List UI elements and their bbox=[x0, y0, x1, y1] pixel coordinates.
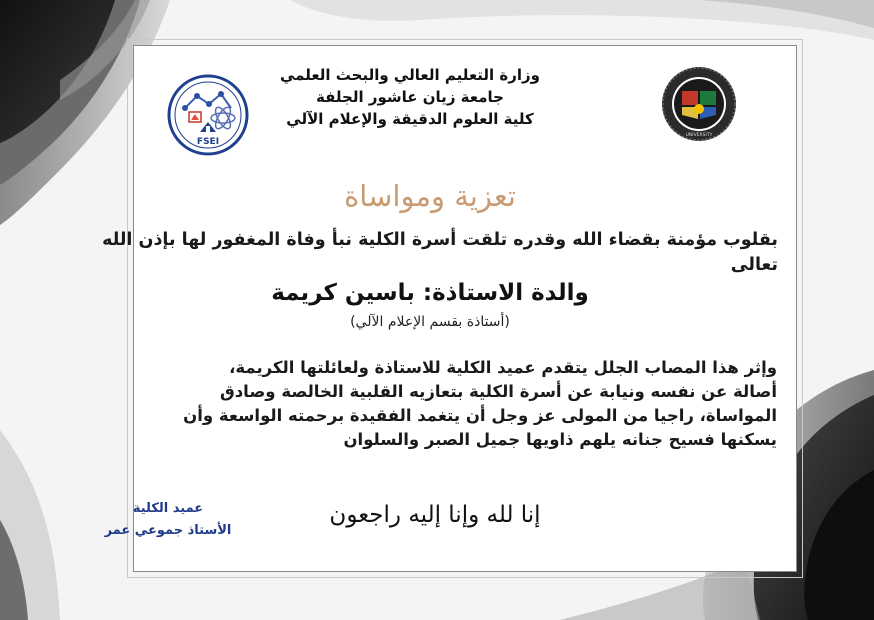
dean-signature bbox=[68, 498, 268, 542]
intro-paragraph: بقلوب مؤمنة بقضاء الله وقدره تلقت أسرة الكلية نبأ وفاة المغفور لها بإذن الله تعالى bbox=[102, 230, 778, 275]
body-line-1: وإثر هذا المصاب الجلل يتقدم عميد الكلية للاستاذة ولعائلتها الكريمة، bbox=[229, 358, 777, 377]
dean-name: الأستاذ جموعي عمر bbox=[104, 523, 232, 538]
deceased-name: والدة الاستاذة: باسين كريمة bbox=[271, 280, 589, 306]
university-seal-icon bbox=[660, 65, 738, 143]
fsei-faculty-logo-icon bbox=[167, 74, 249, 156]
svg-text:UNIVERSITY: UNIVERSITY bbox=[685, 133, 713, 138]
body-line-2: أصالة عن نفسه ونيابة عن أسرة الكلية بتعازيه القلبية الخالصة وصادق bbox=[219, 382, 777, 401]
condolence-body bbox=[65, 356, 777, 452]
dean-role: عميد الكلية bbox=[132, 501, 204, 516]
body-line-3: المواساة، راجيا من المولى عز وجل أن يتغمد الفقيدة برحمته الواسعة وأن bbox=[183, 406, 777, 425]
fsei-logo-text: FSEI bbox=[196, 137, 220, 147]
deceased-note: (أستاذة بقسم الإعلام الآلي) bbox=[350, 314, 510, 330]
ministry-line: وزارة التعليم العالي والبحث العلمي bbox=[279, 66, 541, 84]
body-line-4: يسكنها فسيح جنانه يلهم ذاويها جميل الصبر والسلوان bbox=[343, 430, 777, 449]
faculty-line: كلية العلوم الدقيقة والإعلام الآلي bbox=[286, 110, 534, 128]
institution-header bbox=[260, 64, 560, 130]
university-line: جامعة زيان عاشور الجلفة bbox=[316, 88, 504, 106]
page-title: تعزية ومواساة bbox=[344, 179, 516, 213]
closing-verse: إنا لله وإنا إليه راجعون bbox=[329, 502, 541, 528]
